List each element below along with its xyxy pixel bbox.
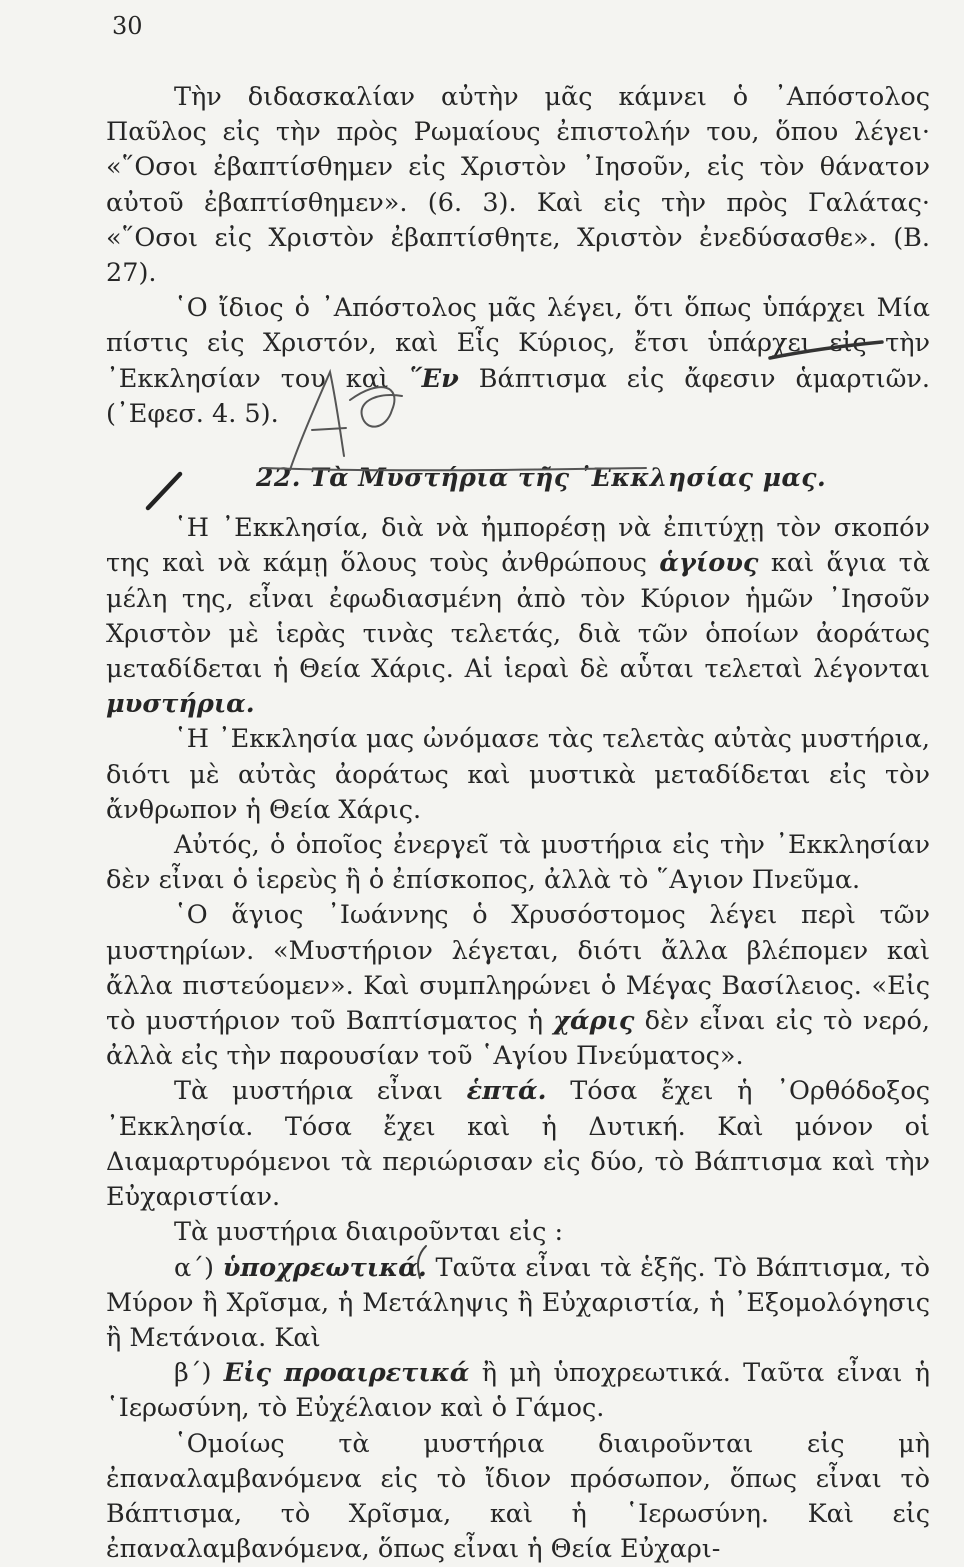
paragraph xyxy=(106,1251,930,1357)
text-run: ῾Ομοίως τὰ μυστήρια διαιροῦνται εἰς μὴ ἐπαναλαμβανόμενα εἰς τὸ ἴδιον πρόσωπον, ὅπως εἶναι τὸ Βάπτισμα, τὸ Χρῖσμα, καὶ ἡ ῾Ιερωσύνη. Καὶ εἰς ἐπαναλαμβανόμενα, ὅπως εἶναι ἡ Θεία Εὐχαρι- xyxy=(106,1428,930,1565)
body-text xyxy=(106,80,930,1567)
emphasis-text: ῞Εν xyxy=(408,363,459,394)
paragraph xyxy=(106,511,930,722)
text-run: Τόσα ἔχει ἡ ᾿Ορθόδοξος ᾿Εκκλησία. Τόσα ἔχει καὶ ἡ Δυτική. Καὶ μόνον οἱ Διαμαρτυρόμενοι τὰ περιώρισαν εἰς δύο, τὸ Βάπτισμα καὶ τὴν Εὐχαριστίαν. xyxy=(106,1076,930,1213)
section-heading xyxy=(106,460,930,495)
text-run: Τὴν διδασκαλίαν αὐτὴν μᾶς κάμνει ὁ ᾿Απόστολος Παῦλος εἰς τὴν πρὸς Ρωμαίους ἐπιστολήν του, ὅπου λέγει· «῞Οσοι ἐβαπτίσθημεν εἰς Χριστὸν ᾿Ιησοῦν, εἰς τὸν θάνατον αὐτοῦ ἐβαπτίσθημεν». (6. 3). Καὶ εἰς τὴν πρὸς Γαλάτας· «῞Οσοι εἰς Χριστὸν ἐβαπτίσθητε, Χριστὸν ἐνεδύσασθε». (Β. 27). xyxy=(106,82,930,289)
text-run: Τὰ μυστήρια διαιροῦνται εἰς : xyxy=(174,1217,564,1248)
text-run: Ταῦτα εἶναι τὰ ἑξῆς. Τὸ Βάπτισμα, τὸ Μύρον ἢ Χρῖσμα, ἡ Μετάληψις ἢ Εὐχαριστία, ἡ ᾿Εξομολόγησις ἢ Μετάνοια. Καὶ xyxy=(106,1252,930,1353)
text-run: καὶ ἅγια τὰ μέλη της, εἶναι ἐφωδιασμένη ἀπὸ τὸν Κύριον ἡμῶν ᾿Ιησοῦν Χριστὸν μὲ ἱερὰς τινὰς τελετάς, διὰ τῶν ὁποίων ἀοράτως μεταδίδεται ἡ Θεία Χάρις. Αἱ ἱεραὶ δὲ αὗται τελεταὶ λέγονται xyxy=(106,548,930,685)
text-run: ῾Ο ἅγιος ᾿Ιωάννης ὁ Χρυσόστομος λέγει περὶ τῶν μυστηρίων. «Μυστήριον λέγεται, διότι ἄλλα βλέπομεν καὶ ἄλλα πιστεύομεν». Καὶ συμπληρώνει ὁ Μέγας Βασίλειος. «Εἰς τὸ μυστήριον τοῦ Βαπτίσματος ἡ xyxy=(106,900,930,1037)
text-run: Τὰ μυστήρια εἶναι xyxy=(174,1076,467,1107)
text-run: Αὐτός, ὁ ὁποῖος ἐνεργεῖ τὰ μυστήρια εἰς τὴν ᾿Εκκλησίαν δὲν εἶναι ὁ ἱερεὺς ἢ ὁ ἐπίσκοπος, ἀλλὰ τὸ ῞Αγιον Πνεῦμα. xyxy=(106,830,930,896)
emphasis-text: ἁγίους xyxy=(659,548,759,579)
text-run: ῾Ο ἴδιος ὁ ᾿Απόστολος μᾶς λέγει, ὅτι ὅπως ὑπάρχει Μία πίστις εἰς Χριστόν, καὶ Εἷς Κύριος, ἔτσι ὑπάρχει εἰς τὴν ᾿Εκκλησίαν του καὶ xyxy=(106,293,930,394)
paragraph xyxy=(106,80,930,291)
paragraph xyxy=(106,291,930,432)
paragraph xyxy=(106,1215,930,1250)
text-run: α΄) xyxy=(174,1252,223,1283)
page-number: 30 xyxy=(112,12,143,40)
text-run: ἢ μὴ ὑποχρεωτικά. Ταῦτα εἶναι ἡ ῾Ιερωσύνη, τὸ Εὐχέλαιον καὶ ὁ Γάμος. xyxy=(106,1358,930,1424)
paragraph xyxy=(106,1356,930,1426)
text-run: δὲν εἶναι εἰς τὸ νερό, ἀλλὰ εἰς τὴν παρουσίαν τοῦ ῾Αγίου Πνεύματος». xyxy=(106,1006,931,1072)
text-run: β΄) xyxy=(174,1358,224,1389)
emphasis-text: ἑπτά. xyxy=(466,1076,547,1107)
paragraph xyxy=(106,898,930,1074)
paragraph xyxy=(106,1074,930,1215)
paragraph xyxy=(106,1427,930,1567)
text-run: ῾Η ᾿Εκκλησία μας ὠνόμασε τὰς τελετὰς αὐτὰς μυστήρια, διότι μὲ αὐτὰς ἀοράτως καὶ μυστικὰ μεταδίδεται εἰς τὸν ἄνθρωπον ἡ Θεία Χάρις. xyxy=(106,724,930,825)
emphasis-text: Εἰς προαιρετικά xyxy=(223,1358,470,1389)
emphasis-text: χάρις xyxy=(553,1006,635,1037)
emphasis-text: μυστήρια. xyxy=(106,689,255,720)
emphasis-text: ὑποχρεωτικά. xyxy=(222,1252,427,1283)
paragraph xyxy=(106,722,930,828)
paragraph xyxy=(106,828,930,898)
text-run: Βάπτισμα εἰς ἄφεσιν ἁμαρτιῶν. (᾿Εφεσ. 4. 5). xyxy=(106,363,930,429)
text-run: ῾Η ᾿Εκκλησία, διὰ νὰ ἠμπορέσῃ νὰ ἐπιτύχῃ τὸν σκοπόν της καὶ νὰ κάμῃ ὅλους τοὺς ἀνθρώπους xyxy=(106,513,930,579)
text-run: 22. Τὰ Μυστήρια τῆς ᾿Εκκλησίας μας. xyxy=(256,463,827,493)
